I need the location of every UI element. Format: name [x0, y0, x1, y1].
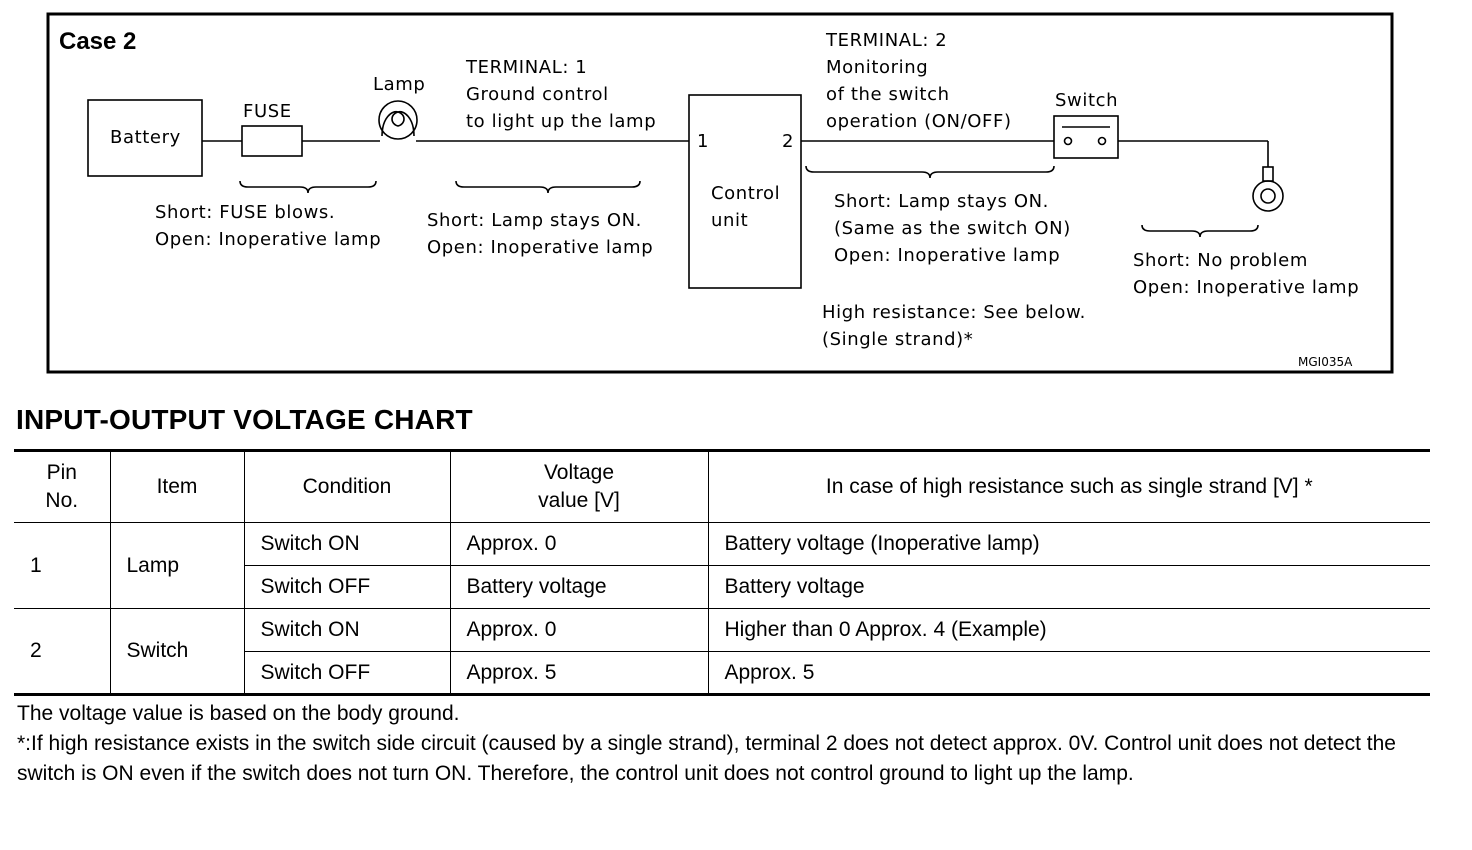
ground-note-short: Short: No problem	[1133, 250, 1308, 271]
switch-label: Switch	[1055, 90, 1119, 111]
high-resistance-cell: Battery voltage (Inoperative lamp)	[708, 523, 1430, 566]
table-row	[14, 609, 1430, 652]
voltage-cell: Battery voltage	[450, 566, 708, 609]
header-voltage: Voltage value [V]	[450, 451, 708, 523]
item-cell: Lamp	[110, 523, 244, 609]
case-label: Case 2	[59, 28, 137, 55]
table-header-row	[14, 451, 1430, 523]
figure-code: MGI035A	[1298, 355, 1353, 369]
terminal2-title: TERMINAL: 2	[826, 30, 948, 51]
lamp-note-open: Open: Inoperative lamp	[427, 237, 654, 258]
voltage-cell: Approx. 0	[450, 523, 708, 566]
switch-brace	[806, 166, 1054, 178]
switch-note-open: Open: Inoperative lamp	[834, 245, 1061, 266]
header-pin: Pin No.	[45, 461, 79, 512]
header-item: Item	[110, 451, 244, 523]
high-resistance-cell: Battery voltage	[708, 566, 1430, 609]
pin-cell: 2	[14, 609, 110, 695]
ground-brace	[1142, 225, 1258, 237]
control-unit-line1: Control	[711, 183, 781, 204]
single-strand-note: (Single strand)*	[822, 329, 974, 350]
lamp-brace	[456, 181, 640, 193]
item-cell: Switch	[110, 609, 244, 695]
fuse-note-short: Short: FUSE blows.	[155, 202, 336, 223]
high-resistance-cell: Higher than 0 Approx. 4 (Example)	[708, 609, 1430, 652]
pin-cell: 1	[30, 553, 42, 577]
voltage-note: The voltage value is based on the body ground.	[17, 702, 460, 725]
terminal1-line2: Ground control	[466, 84, 609, 105]
voltage-cell: Approx. 0	[450, 609, 708, 652]
lamp-label: Lamp	[373, 74, 426, 95]
header-high-resistance: In case of high resistance such as single strand [V] *	[708, 451, 1430, 523]
terminal2-line2: Monitoring	[826, 57, 929, 78]
terminal1-title: TERMINAL: 1	[466, 57, 588, 78]
pin2-label: 2	[782, 131, 795, 152]
condition-cell: Switch OFF	[244, 566, 450, 609]
pin1-label: 1	[697, 131, 710, 152]
voltage-table	[14, 449, 1430, 696]
terminal1-line3: to light up the lamp	[466, 111, 657, 132]
lamp-symbol	[379, 101, 417, 139]
terminal2-line3: of the switch	[826, 84, 950, 105]
fuse-note-open: Open: Inoperative lamp	[155, 229, 382, 250]
header-condition: Condition	[244, 451, 450, 523]
high-resistance-footnote: *:If high resistance exists in the switch side circuit (caused by a single strand), terminal 2 does not detect approx. 0V. Control unit does not detect the switch is ON even if the switch does not turn ON. Therefore, the control unit does not control ground to light up the lamp.	[17, 732, 1396, 785]
chart-title: INPUT-OUTPUT VOLTAGE CHART	[16, 404, 473, 435]
circuit-diagram	[0, 0, 1472, 385]
control-unit-line2: unit	[711, 210, 749, 231]
condition-cell: Switch ON	[244, 609, 450, 652]
fuse-symbol	[242, 126, 302, 156]
ground-icon	[1253, 167, 1283, 211]
voltage-cell: Approx. 5	[450, 652, 708, 695]
ground-note-open: Open: Inoperative lamp	[1133, 277, 1360, 298]
condition-cell: Switch ON	[244, 523, 450, 566]
high-resistance-cell: Approx. 5	[708, 652, 1430, 695]
condition-cell: Switch OFF	[244, 652, 450, 695]
battery-label: Battery	[110, 127, 181, 148]
high-resistance-note: High resistance: See below.	[822, 302, 1086, 323]
lamp-note-short: Short: Lamp stays ON.	[427, 210, 643, 231]
fuse-brace	[240, 181, 376, 193]
switch-symbol	[1054, 116, 1118, 158]
switch-note-short: Short: Lamp stays ON.	[834, 191, 1050, 212]
switch-note-same: (Same as the switch ON)	[834, 218, 1071, 239]
terminal2-line4: operation (ON/OFF)	[826, 111, 1012, 132]
table-row	[14, 523, 1430, 566]
fuse-label: FUSE	[243, 101, 292, 122]
